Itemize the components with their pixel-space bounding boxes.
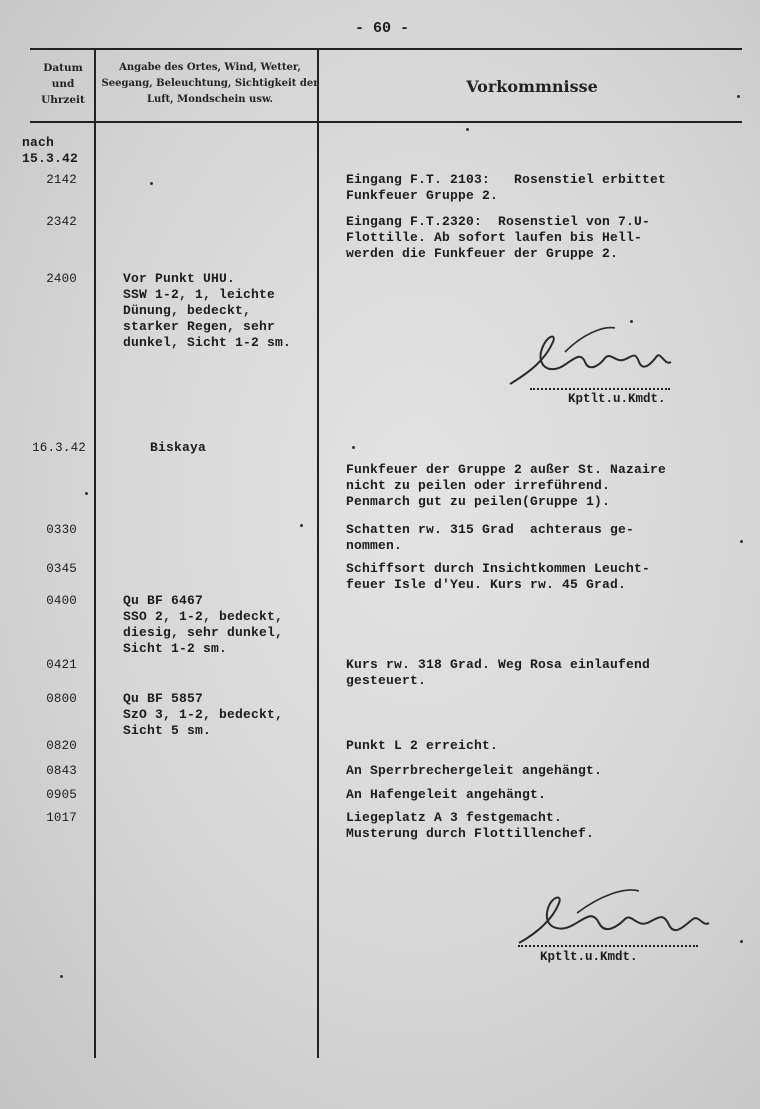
speck [737,95,740,98]
place-0800: Qu BF 5857 SzO 3, 1-2, bedeckt, Sicht 5 sm. [123,691,284,738]
place-2400: Vor Punkt UHU. SSW 1-2, 1, leichte Dünung, bedeckt, starker Regen, sehr dunkel, Sicht 1-2 sm. [123,271,292,350]
speck [300,524,303,527]
header-events: Vorkommnisse [466,77,598,96]
time-0400: 0400 [46,594,77,608]
event-0421: Kurs rw. 318 Grad. Weg Rosa einlaufend gesteuert. [346,657,651,688]
time-0905: 0905 [46,788,77,802]
time-0820: 0820 [46,739,77,753]
event-0905: An Hafengeleit angehängt. [346,787,547,802]
time-1017: 1017 [46,811,77,825]
time-2142: 2142 [46,173,77,187]
signature-1 [505,322,685,394]
date-16-3-42: 16.3.42 [32,441,86,455]
speck [150,182,153,185]
event-2142: Eingang F.T. 2103: Rosenstiel erbittet Funkfeuer Gruppe 2. [346,172,667,203]
speck [630,320,633,323]
header-place-weather: Angabe des Ortes, Wind, Wetter, Seegang, Beleuchtung, Sichtigkeit der Luft, Mondschein usw. [101,62,319,105]
speck [466,128,469,131]
event-0330: Schatten rw. 315 Grad achteraus ge- nommen. [346,522,635,553]
signature-1-title: Kptlt.u.Kmdt. [568,392,666,406]
event-2342: Eingang F.T.2320: Rosenstiel von 7.U- Flottille. Ab sofort laufen bis Hell- werden die Funkfeuer der Gruppe 2. [346,214,651,261]
time-0800: 0800 [46,692,77,706]
table-top-rule [30,48,742,50]
event-1017: Liegeplatz A 3 festgemacht. Musterung durch Flottillenchef. [346,810,595,841]
time-0345: 0345 [46,562,77,576]
time-0843: 0843 [46,764,77,778]
place-0400: Qu BF 6467 SSO 2, 1-2, bedeckt, diesig, sehr dunkel, Sicht 1-2 sm. [123,593,284,656]
event-0820: Punkt L 2 erreicht. [346,738,499,753]
event-funkfeuer: Funkfeuer der Gruppe 2 außer St. Nazaire nicht zu peilen oder irreführend. Penmarch gut zu peilen(Gruppe 1). [346,462,667,509]
time-2342: 2342 [46,215,77,229]
signature-2-title: Kptlt.u.Kmdt. [540,950,638,964]
signature-2-line [518,945,698,947]
speck [740,540,743,543]
place-biskaya: Biskaya [150,440,207,455]
page-number: - 60 - [355,20,410,37]
header-bottom-rule [30,121,742,123]
date-15-3-42: nach 15.3.42 [22,135,79,166]
speck [740,940,743,943]
time-2400: 2400 [46,272,77,286]
speck [85,492,88,495]
time-0421: 0421 [46,658,77,672]
column-divider-2 [317,50,319,1058]
signature-1-line [530,388,670,390]
header-date-time: Datum und Uhrzeit [41,62,85,106]
column-divider-1 [94,50,96,1058]
event-0345: Schiffsort durch Insichtkommen Leucht- feuer Isle d'Yeu. Kurs rw. 45 Grad. [346,561,651,592]
speck [352,446,355,449]
event-0843: An Sperrbrechergeleit angehängt. [346,763,603,778]
speck [60,975,63,978]
time-0330: 0330 [46,523,77,537]
